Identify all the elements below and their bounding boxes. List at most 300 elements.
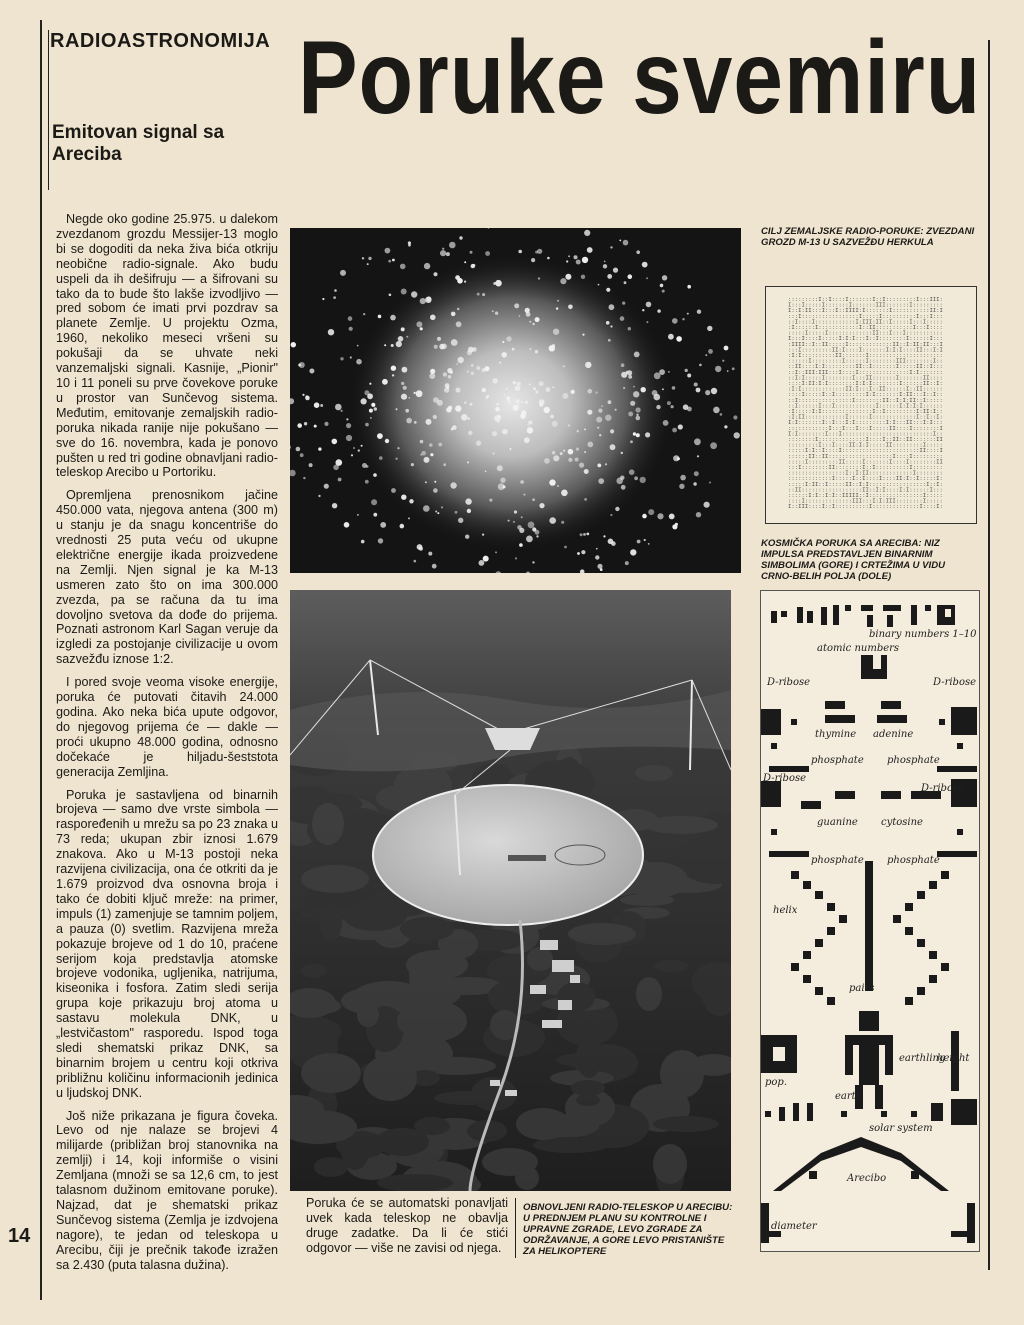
star-dot: [396, 341, 402, 347]
star-dot: [518, 404, 520, 406]
star-dot: [512, 348, 515, 351]
star-dot: [626, 371, 629, 374]
star-dot: [669, 514, 675, 520]
star-dot: [334, 289, 337, 292]
star-dot: [675, 523, 678, 526]
star-dot: [458, 518, 463, 523]
star-dot: [584, 469, 589, 474]
star-dot: [318, 495, 320, 497]
star-dot: [513, 381, 517, 385]
binary-row: :::::I:I::I::::I:::::::::::::::::::::::II::::I: [788, 448, 943, 455]
star-dot: [529, 321, 531, 323]
star-dot: [338, 478, 342, 482]
star-dot: [498, 483, 505, 490]
star-dot: [610, 325, 612, 327]
pictogram-image: [761, 591, 979, 1251]
forest-texture: [363, 1055, 417, 1101]
star-dot: [479, 560, 485, 566]
star-dot: [724, 425, 727, 428]
star-dot: [515, 385, 521, 391]
star-dot: [709, 482, 711, 484]
star-dot: [429, 373, 435, 379]
forest-texture: [301, 964, 327, 978]
star-dot: [652, 390, 658, 396]
caption-arecibo: OBNOVLJENI RADIO-TELESKOP U ARECIBU: U PREDNJEM PLANU SU KONTROLNE I UPRAVNE ZGRADE, LEVO ZGRADE ZA ODRŽAVANJE, A GORE LEVO PRISTANIŠTE ZA HELIKOPTERE: [523, 1202, 733, 1257]
star-dot: [620, 316, 625, 321]
star-dot: [537, 249, 542, 254]
star-dot: [672, 318, 678, 324]
star-dot: [576, 448, 579, 451]
label-d-ribose-right: D-ribose: [933, 677, 977, 688]
star-dot: [340, 270, 346, 276]
star-dot: [533, 323, 535, 325]
star-dot: [492, 310, 494, 312]
star-dot: [492, 431, 497, 436]
star-dot: [398, 336, 404, 342]
star-dot: [501, 352, 507, 358]
star-dot: [414, 421, 417, 424]
star-dot: [668, 334, 674, 340]
star-dot: [641, 387, 646, 392]
building: [558, 1000, 572, 1010]
star-dot: [433, 488, 438, 493]
star-dot: [560, 278, 566, 284]
star-dot: [597, 564, 602, 569]
star-dot: [314, 402, 320, 408]
star-dot: [324, 422, 328, 426]
star-dot: [553, 455, 559, 461]
binary-row: I::III::::I::I::::::::::I::::::::::::::I::::I:: [788, 504, 943, 511]
star-dot: [379, 456, 383, 460]
star-dot: [656, 405, 660, 409]
star-dot: [646, 321, 648, 323]
star-dot: [607, 274, 612, 279]
star-dot: [605, 463, 607, 465]
star-dot: [450, 371, 453, 374]
star-dot: [623, 240, 629, 246]
star-dot: [358, 449, 360, 451]
star-dot: [633, 391, 639, 397]
star-dot: [471, 372, 475, 376]
star-dot: [500, 478, 505, 483]
star-dot: [314, 425, 317, 428]
star-dot: [400, 264, 406, 270]
star-dot: [553, 329, 559, 335]
star-dot: [621, 485, 626, 490]
star-dot: [430, 315, 436, 321]
label-d-ribose-4: D-ribose: [921, 783, 965, 794]
star-dot: [586, 533, 589, 536]
star-dot: [584, 428, 586, 430]
binary-row: :::::I:II::I:::::II::I:I:::::::::::::::::I::I:: [788, 481, 943, 488]
star-dot: [424, 457, 430, 463]
star-dot: [414, 560, 417, 563]
subhead: Emitovan signal sa Areciba: [52, 122, 225, 165]
binary-row: ::II::::::::::::::::::II::I:I::::I:I::::::I:::: [788, 487, 943, 494]
star-dot: [434, 345, 438, 349]
star-dot: [576, 260, 581, 265]
star-dot: [563, 365, 565, 367]
star-dot: [300, 453, 304, 457]
star-dot: [369, 409, 373, 413]
star-dot: [465, 498, 471, 504]
star-dot: [402, 367, 408, 373]
caption-divider: [515, 1198, 516, 1258]
star-dot: [455, 405, 461, 411]
star-dot: [468, 417, 470, 419]
star-dot: [678, 424, 683, 429]
forest-texture: [482, 1148, 538, 1176]
forest-texture: [527, 947, 553, 971]
star-dot: [446, 252, 450, 256]
star-dot: [371, 499, 377, 505]
star-dot: [421, 451, 426, 456]
star-dot: [662, 275, 667, 280]
star-dot: [580, 533, 583, 536]
star-dot: [430, 369, 435, 374]
star-dot: [734, 432, 740, 438]
star-dot: [620, 476, 624, 480]
star-dot: [671, 405, 674, 408]
star-dot: [495, 312, 498, 315]
label-cytosine: cytosine: [881, 817, 923, 828]
star-dot: [482, 293, 485, 296]
binary-row: ::I:I:::::I::::::::I:::II:::::::I:::::::II::::: [788, 375, 943, 382]
star-dot: [493, 378, 498, 383]
star-dot: [581, 550, 585, 554]
star-dot: [400, 524, 405, 529]
star-dot: [305, 395, 308, 398]
star-dot: [378, 538, 383, 543]
building: [490, 1080, 500, 1086]
star-dot: [401, 495, 406, 500]
star-dot: [544, 407, 550, 413]
star-dot: [595, 555, 599, 559]
star-dot: [624, 281, 627, 284]
building: [540, 940, 558, 950]
label-thymine: thymine: [815, 729, 857, 740]
star-dot: [549, 479, 555, 485]
star-dot: [597, 464, 601, 468]
star-dot: [362, 257, 364, 259]
star-dot: [441, 506, 443, 508]
star-dot: [687, 313, 689, 315]
star-dot: [476, 441, 481, 446]
star-dot: [382, 379, 388, 385]
star-dot: [628, 375, 632, 379]
star-dot: [563, 393, 569, 399]
label-guanine: guanine: [817, 817, 858, 828]
star-dot: [303, 477, 305, 479]
star-dot: [403, 386, 407, 390]
star-dot: [565, 274, 571, 280]
star-dot: [432, 564, 437, 569]
star-dot: [497, 465, 503, 471]
star-dot: [519, 528, 524, 533]
star-dot: [552, 451, 555, 454]
star-dot: [535, 317, 540, 322]
star-dot: [596, 392, 598, 394]
star-dot: [468, 347, 474, 353]
binary-row: ::::I:II:I:I::::::::I:I:I::::::::I::::::II::I:: [788, 381, 943, 387]
binary-row: I:I::::::::I:::I:::::::::::::::::::::::::::I::: [788, 431, 943, 438]
star-dot: [420, 327, 423, 330]
star-dot: [584, 498, 587, 501]
star-dot: [470, 251, 473, 254]
star-dot: [518, 250, 522, 254]
star-dot: [557, 300, 559, 302]
star-dot: [425, 481, 427, 483]
article-paragraph: Negde oko godine 25.975. u dalekom zvezdanom grozdu Messijer-13 moglo bi se dogoditi da neka živa bića otkriju neobične radio-signale. Ako budu uspeli da ih dešifruju — a šifrovani su tako da to bude što lakše izvodljivo — pred sobom će imati prvi pozdrav sa planete Zemlje. U projektu Ozma, 1960, nekoliko meseci vršeni su pokušaji da se uhvate neki vanzemaljski signali. Kasnije, „Pionir" 10 i 11 poneli su prve čovekove poruke u prostor van Sunčevog sistema. Međutim, emitovanje zemaljskih radio-poruka nikada ranije nije pokušano — sve do 16. novembra, kada je ponovo pušten u red tri godine obnavljani radio-teleskop Arecibo u Portoriku.: [56, 212, 278, 480]
star-dot: [677, 457, 680, 460]
star-dot: [437, 337, 441, 341]
star-dot: [585, 362, 591, 368]
star-dot: [636, 250, 640, 254]
star-dot: [385, 439, 389, 443]
star-dot: [333, 465, 339, 471]
star-dot: [561, 521, 564, 524]
star-dot: [332, 439, 338, 445]
star-dot: [630, 440, 633, 443]
binary-row: :::I:::::::::::::::::I:::::I::::::::::I:::I:::: [788, 313, 943, 320]
star-dot: [408, 241, 411, 244]
star-dot: [457, 278, 463, 284]
star-dot: [496, 403, 498, 405]
forest-texture: [301, 865, 369, 893]
forest-texture: [571, 1080, 605, 1096]
star-dot: [704, 502, 710, 508]
star-dot: [722, 360, 724, 362]
star-dot: [582, 257, 588, 263]
star-dot: [401, 289, 407, 295]
star-dot: [390, 315, 396, 321]
star-dot: [328, 329, 334, 335]
binary-row: I:::I:::::I:::::::I:::::::III:::::::I:::::::::: [788, 302, 943, 309]
star-dot: [539, 399, 545, 405]
star-dot: [603, 264, 607, 268]
star-dot: [557, 485, 559, 487]
label-phosphate-3: phosphate: [811, 855, 864, 866]
binary-row: ::::::I:::::::::I::::::I::::::::III::::::::I::: [788, 358, 943, 365]
star-dot: [502, 429, 508, 435]
star-dot: [525, 401, 528, 404]
star-dot: [392, 374, 394, 376]
star-dot: [297, 423, 302, 428]
binary-row: ::::::I:I::I:I::IIIII::I::::::::::::::::I:::::: [788, 493, 943, 499]
star-dot: [401, 382, 404, 385]
star-dot: [679, 484, 684, 489]
binary-digits-image: [766, 287, 976, 523]
star-dot: [443, 463, 446, 466]
star-dot: [642, 514, 647, 519]
star-dot: [391, 344, 394, 347]
star-dot: [414, 392, 416, 394]
star-dot: [363, 313, 365, 315]
article-paragraph: I pored svoje veoma visoke energije, poruka će putovati čitavih 24.000 godina. Ako neka bića upute odgovor, do njegovog prijema će — dakle — proći ukupno 48.000 godina, odnosno dočekaće je hiljadu-šeststota generacija Zemljina.: [56, 675, 278, 779]
binary-row: ::II::::I:I:::::::::II::I:::::::I:::::II::I:::: [788, 364, 943, 371]
star-dot: [429, 443, 433, 447]
star-dot: [423, 505, 430, 512]
binary-row: ::I::::::I:::I::::::::::::I::::::I:I:I:I::::::: [788, 403, 943, 410]
star-dot: [697, 310, 701, 314]
star-dot: [435, 511, 437, 513]
label-solar-system: solar system: [869, 1123, 933, 1134]
star-dot: [356, 359, 362, 365]
star-dot: [485, 366, 490, 371]
star-dot: [514, 303, 519, 308]
star-dot: [646, 277, 648, 279]
star-dot: [320, 404, 323, 407]
star-dot: [532, 498, 535, 501]
star-dot: [705, 354, 707, 356]
star-dot: [350, 356, 352, 358]
star-dot: [458, 357, 464, 363]
star-dot: [368, 257, 371, 260]
star-dot: [302, 394, 304, 396]
star-dot: [707, 326, 712, 331]
label-d-ribose-left: D-ribose: [767, 677, 811, 688]
star-dot: [391, 488, 396, 493]
star-dot: [598, 409, 602, 413]
star-dot: [587, 410, 592, 415]
binary-row: :::::I:::::::::II:::::I:::::::I::::I::::::::II: [788, 459, 943, 466]
star-dot: [468, 431, 472, 435]
star-dot: [377, 433, 383, 439]
star-dot: [440, 250, 446, 256]
star-dot: [333, 296, 336, 299]
star-dot: [515, 557, 517, 559]
star-dot: [682, 318, 684, 320]
header-rule: [48, 30, 49, 190]
building: [530, 985, 546, 994]
star-dot: [396, 408, 398, 410]
binary-row: :IIII::I::II:::::I:::::::::::::II::I:II:II:::I: [788, 341, 943, 348]
binary-row: ::::::II::II:::::::::::::::::::I::::I:::::::::: [788, 453, 943, 460]
star-dot: [552, 387, 554, 389]
binary-row: :I::::::I::::::::::::I::II:::::::::::I:::I::::: [788, 325, 943, 331]
star-dot: [697, 455, 699, 457]
star-dot: [494, 415, 501, 422]
star-dot: [380, 522, 386, 528]
star-dot: [657, 513, 663, 519]
star-dot: [428, 552, 432, 556]
star-dot: [502, 341, 504, 343]
star-dot: [485, 251, 490, 256]
forest-texture: [576, 1038, 602, 1078]
star-dot: [584, 230, 590, 236]
star-dot: [483, 556, 489, 562]
building: [542, 1020, 562, 1028]
star-dot: [642, 262, 648, 268]
star-dot: [442, 248, 444, 250]
star-dot: [411, 291, 417, 297]
label-helix: helix: [773, 905, 798, 916]
star-dot: [577, 552, 580, 555]
section-label: RADIOASTRONOMIJA: [50, 30, 271, 52]
star-dot: [606, 321, 610, 325]
star-dot: [520, 413, 526, 419]
label-earthling: earthling: [899, 1053, 946, 1064]
forest-texture: [343, 899, 407, 931]
star-dot: [564, 546, 567, 549]
star-dot: [608, 539, 614, 545]
star-dot: [433, 397, 439, 403]
binary-row: :I:I::::::::::II:::::::I::::::::::::::::::::::: [788, 353, 943, 359]
star-dot: [437, 512, 439, 514]
star-dot: [371, 403, 375, 407]
article-paragraph: Poruka je sastavljena od binarnih brojeva — samo dve vrste simbola — raspoređenih u mrežu sa po 23 znaka u 73 reda; ukupan zbir iznosi 1.679 znakova. Ako u M-13 postoji neka razvijena civilizacija, ona će otkriti da je 1.679 proizvod dva osnovna broja i tako će dobiti ključ mreže: na primer, impuls (1) zamenjuje se tamnim poljem, a pauza (0) svetlim. Razvijena mreža pokazuje brojeve od 1 do 10, praćene serijom koja predstavlja atomske brojeve vodonika, ugljenika, natrijuma, kiseonika i fosfora. Zatim sledi serija grupa koje prikazuju broj atoma u sastavu molekula DNK, u „lestvičastom" rasporedu. Ispod toga sledi shematski prikaz DNK, sa binarnim brojem u centru koji otkriva približnu količinu informacionih jedinica u ljudskoj DNK.: [56, 787, 278, 1100]
binary-row: ::::::::::::I:::I:::I:::I:::::II::::I::::::::I: [788, 425, 943, 432]
star-dot: [408, 397, 410, 399]
star-dot: [633, 386, 635, 388]
star-dot: [634, 352, 640, 358]
binary-row: I::I:II:::I:::I::IIII:I:::::::I:::::::::::II:I: [788, 308, 943, 315]
star-dot: [447, 386, 450, 389]
star-dot: [727, 370, 729, 372]
label-phosphate-2: phosphate: [887, 755, 940, 766]
star-dot: [645, 432, 650, 437]
star-dot: [694, 383, 698, 387]
star-dot: [416, 321, 422, 327]
star-dot: [536, 535, 538, 537]
star-dot: [397, 447, 399, 449]
star-dot: [610, 514, 612, 516]
star-dot: [646, 302, 652, 308]
star-dot: [378, 315, 382, 319]
star-dot: [660, 284, 664, 288]
star-dot: [457, 308, 459, 310]
star-dot: [636, 414, 638, 416]
binary-row: ::::I:::::I::I:::::::::I:I:::::::I:II:::I::I::: [788, 392, 943, 399]
star-dot: [642, 309, 644, 311]
star-dot: [636, 407, 641, 412]
star-dot: [696, 512, 701, 517]
forest-texture: [375, 1128, 429, 1156]
star-dot: [533, 387, 536, 390]
star-dot: [598, 284, 600, 286]
forest-texture: [654, 960, 688, 972]
forest-texture: [653, 1144, 687, 1184]
binary-row: ::::::::I::::::::::::::I::::I::II::II:::::::II: [788, 437, 943, 443]
star-dot: [304, 422, 307, 425]
star-dot: [456, 321, 462, 327]
star-dot: [373, 473, 377, 477]
star-dot: [351, 454, 353, 456]
star-dot: [430, 453, 433, 456]
star-dot: [584, 451, 586, 453]
star-dot: [411, 463, 414, 466]
star-dot: [687, 407, 692, 412]
binary-message-grid: [765, 286, 977, 524]
star-dot: [598, 478, 604, 484]
star-dot: [348, 316, 353, 321]
star-dot: [471, 364, 473, 366]
star-dot: [550, 415, 554, 419]
star-dot: [318, 447, 321, 450]
star-dot: [711, 388, 717, 394]
star-dot: [344, 522, 350, 528]
star-dot: [406, 336, 408, 338]
star-dot: [520, 480, 524, 484]
star-dot: [416, 390, 423, 397]
label-binary-numbers: binary numbers 1–10: [869, 629, 977, 640]
star-dot: [369, 383, 371, 385]
forest-texture: [653, 1116, 719, 1132]
label-height: height: [937, 1053, 970, 1064]
star-dot: [517, 382, 521, 386]
star-dot: [605, 415, 611, 421]
star-dot: [676, 336, 682, 342]
